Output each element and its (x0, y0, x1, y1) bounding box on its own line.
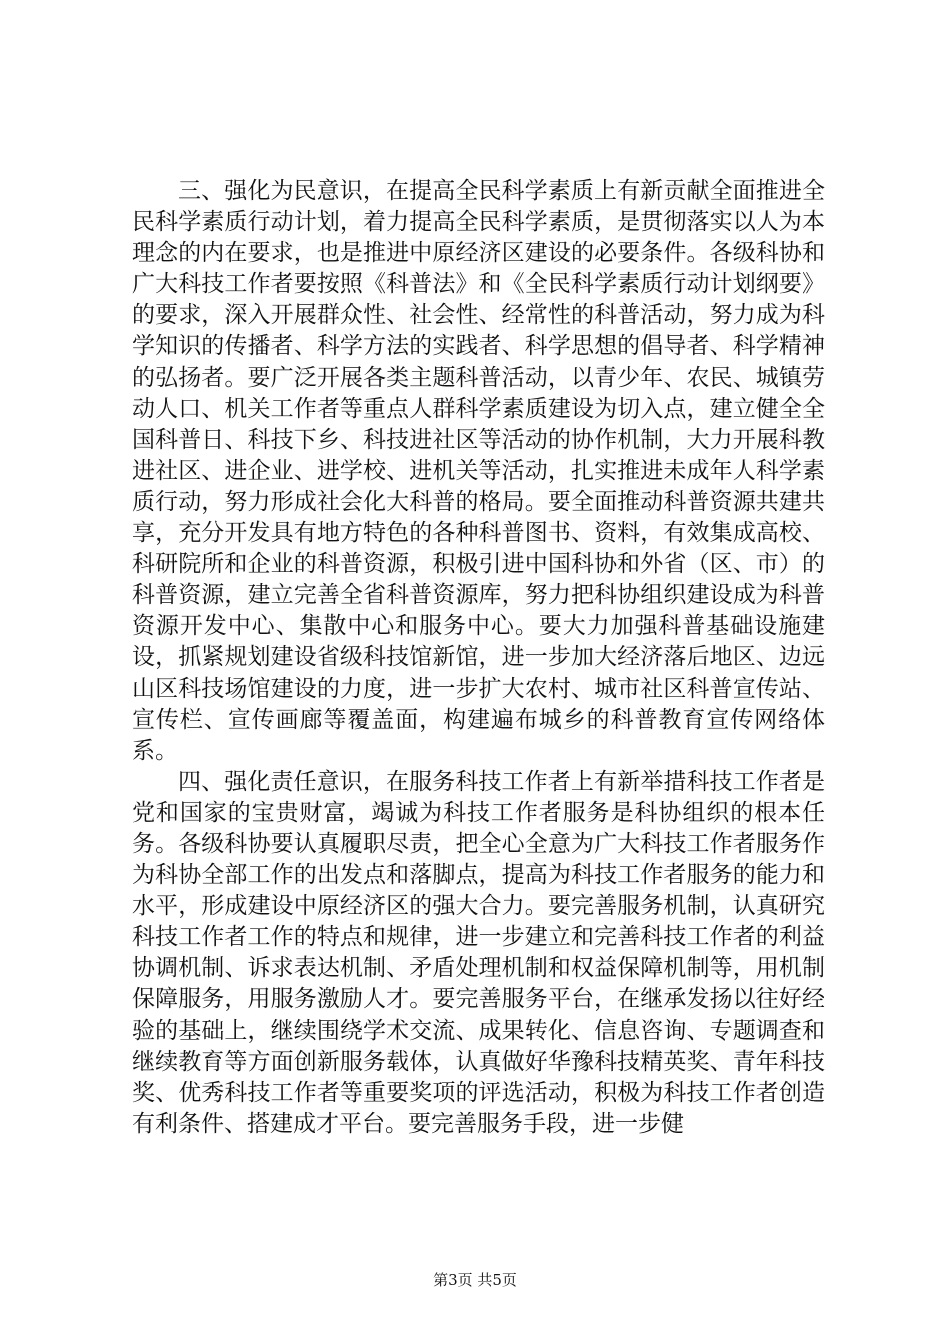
paragraph-section-three: 三、强化为民意识，在提高全民科学素质上有新贡献全面推进全民科学素质行动计划，着力提高全民科学素质，是贯彻落实以人为本理念的内在要求，也是推进中原经济区建设的必要条件。各级科协和广大科技工作者要按照《科普法》和《全民科学素质行动计划纲要》的要求，深入开展群众性、社会性、经常性的科普活动，努力成为科学知识的传播者、科学方法的实践者、科学思想的倡导者、科学精神的弘扬者。要广泛开展各类主题科普活动，以青少年、农民、城镇劳动人口、机关工作者等重点人群科学素质建设为切入点，建立健全全国科普日、科技下乡、科技进社区等活动的协作机制，大力开展科教进社区、进企业、进学校、进机关等活动，扎实推进未成年人科学素质行动，努力形成社会化大科普的格局。要全面推动科普资源共建共享，充分开发具有地方特色的各种科普图书、资料，有效集成高校、科研院所和企业的科普资源，积极引进中国科协和外省（区、市）的科普资源，建立完善全省科普资源库，努力把科协组织建设成为科普资源开发中心、集散中心和服务中心。要大力加强科普基础设施建设，抓紧规划建设省级科技馆新馆，进一步加大经济落后地区、边远山区科技场馆建设的力度，进一步扩大农村、城市社区科普宣传站、宣传栏、宣传画廊等覆盖面，构建遍布城乡的科普教育宣传网络体系。 (132, 178, 825, 764)
page-number-footer: 第3页 共5页 (433, 1271, 517, 1289)
document-body (132, 176, 825, 1140)
paragraph-section-four: 四、强化责任意识，在服务科技工作者上有新举措科技工作者是党和国家的宝贵财富，竭诚为科技工作者服务是科协组织的根本任务。各级科协要认真履职尽责，把全心全意为广大科技工作者服务作为科协全部工作的出发点和落脚点，提高为科技工作者服务的能力和水平，形成建设中原经济区的强大合力。要完善服务机制，认真研究科技工作者工作的特点和规律，进一步建立和完善科技工作者的利益协调机制、诉求表达机制、矛盾处理机制和权益保障机制等，用机制保障服务，用服务激励人才。要完善服务平台，在继承发扬以往好经验的基础上，继续围绕学术交流、成果转化、信息咨询、专题调查和继续教育等方面创新服务载体，认真做好华豫科技精英奖、青年科技奖、优秀科技工作者等重要奖项的评选活动，积极为科技工作者创造有利条件、搭建成才平台。要完善服务手段，进一步健 (132, 768, 825, 1137)
